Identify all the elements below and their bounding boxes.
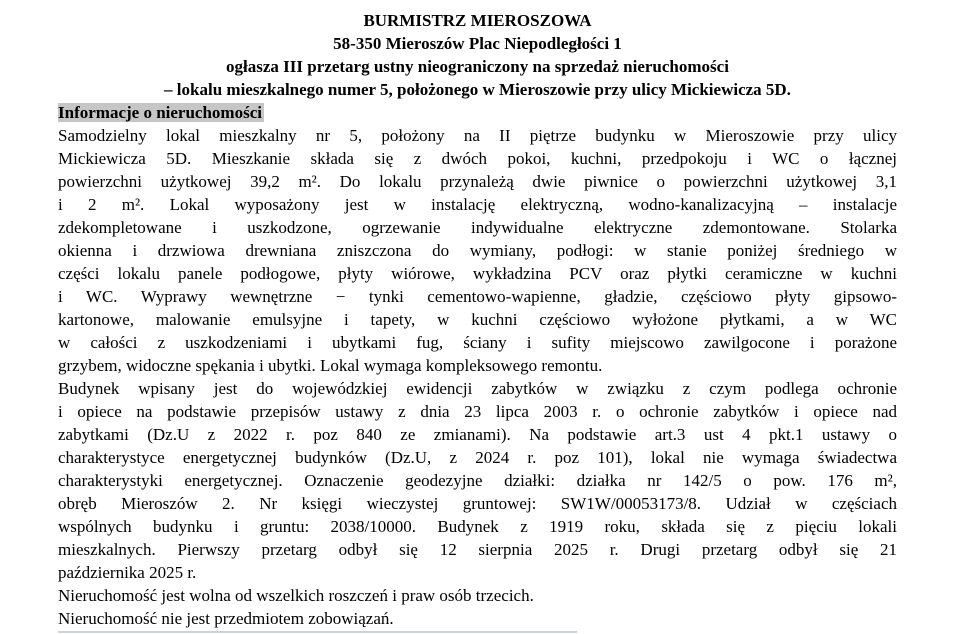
text-line: zabytkami (Dz.U z 2022 r. poz 840 ze zmianami). Na podstawie art.3 ust 4 pkt.1 ustawy o <box>58 425 897 444</box>
text-line: wspólnych budynku i gruntu: 2038/10000. Budynek z 1919 roku, składa się z pięciu lokali <box>58 517 897 536</box>
header-line: ogłasza III przetarg ustny nieograniczony na sprzedaż nieruchomości <box>226 57 729 76</box>
section-heading <box>58 101 897 124</box>
text-line: kartonowe, malowanie emulsyjne i tapety, w kuchni częściowo wyłożone płytkami, a w WC <box>58 310 897 329</box>
header-line: 58-350 Mieroszów Plac Niepodległości 1 <box>333 34 622 53</box>
section-heading-label: Informacje o nieruchomości <box>58 103 262 122</box>
closing-statements <box>58 584 897 630</box>
text-line: w całości z uszkodzeniami i ubytkami fug, ściany i sufity miejscowo zawilgocone i porażone <box>58 333 897 352</box>
header-line: BURMISTRZ MIEROSZOWA <box>363 11 592 30</box>
text-line: obręb Mieroszów 2. Nr księgi wieczystej gruntowej: SW1W/00053173/8. Udział w częściach <box>58 494 897 513</box>
document-header <box>58 9 897 101</box>
header-line: – lokalu mieszkalnego numer 5, położonego w Mieroszowie przy ulicy Mickiewicza 5D. <box>164 80 791 99</box>
text-line: mieszkalnych. Pierwszy przetarg odbył się 12 sierpnia 2025 r. Drugi przetarg odbył się 21 <box>58 540 897 559</box>
text-line: Mickiewicza 5D. Mieszkanie składa się z dwóch pokoi, kuchni, przedpokoju i WC o łącznej <box>58 149 897 168</box>
text-line: charakterystyce energetycznej budynków (Dz.U, z 2024 r. poz 101), lokal nie wymaga świadectwa <box>58 448 897 467</box>
paragraph-building-info <box>58 377 897 584</box>
text-line: i 2 m². Lokal wyposażony jest w instalację elektryczną, wodno-kanalizacyjną – instalacje <box>58 195 897 214</box>
text-line: Nieruchomość nie jest przedmiotem zobowiązań. <box>58 609 394 628</box>
text-line: grzybem, widoczne spękania i ubytki. Lokal wymaga kompleksowego remontu. <box>58 356 603 375</box>
text-line: części lokalu panele podłogowe, płyty wiórowe, wykładzina PCV oraz płytki ceramiczne w kuchni <box>58 264 897 283</box>
bottom-divider <box>58 631 577 633</box>
text-line: października 2025 r. <box>58 563 197 582</box>
text-line: charakterystyki energetycznej. Oznaczenie geodezyjne działki: działka nr 142/5 o pow. 176 m², <box>58 471 897 490</box>
text-line: i WC. Wyprawy wewnętrzne − tynki cementowo-wapienne, gładzie, częściowo płyty gipsowo- <box>58 287 897 306</box>
paragraph-property-description <box>58 124 897 377</box>
text-line: zdekompletowane i uszkodzone, ogrzewanie indywidualne elektryczne zdemontowane. Stolarka <box>58 218 897 237</box>
text-line: Budynek wpisany jest do wojewódzkiej ewidencji zabytków w związku z czym podlega ochronie <box>58 379 897 398</box>
text-line: okienna i drzwiowa drewniana zniszczona do wymiany, podłogi: w stanie poniżej średniego w <box>58 241 897 260</box>
text-line: powierzchni użytkowej 39,2 m². Do lokalu przynależą dwie piwnice o powierzchni użytkowej 3,1 <box>58 172 897 191</box>
text-line: Samodzielny lokal mieszkalny nr 5, położony na II piętrze budynku w Mieroszowie przy ulicy <box>58 126 897 145</box>
text-line: Nieruchomość jest wolna od wszelkich roszczeń i praw osób trzecich. <box>58 586 534 605</box>
text-line: i opiece na podstawie przepisów ustawy z dnia 23 lipca 2003 r. o ochronie zabytków i opiece nad <box>58 402 897 421</box>
